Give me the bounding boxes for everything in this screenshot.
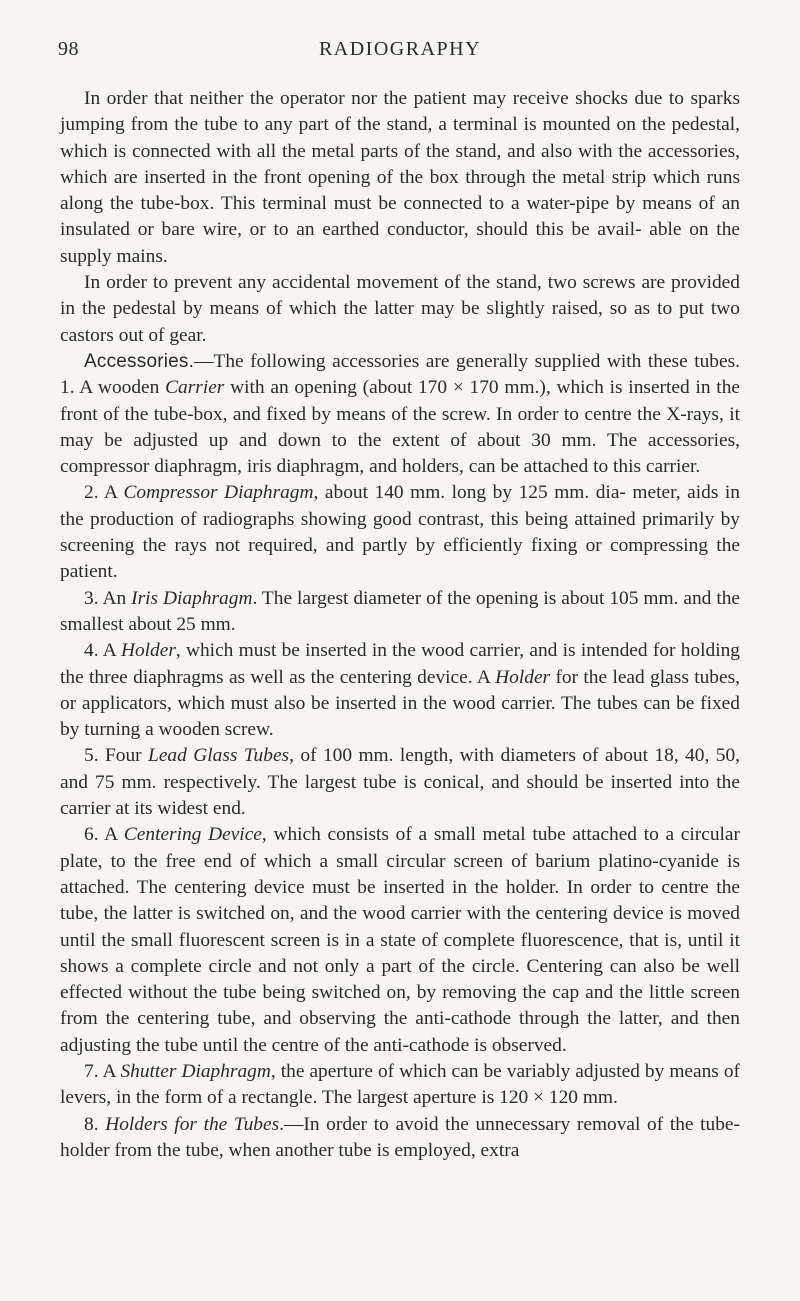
- paragraph-text: . The largest diameter of the opening is about 105 mm. and the smallest about 25 mm.: [60, 587, 741, 635]
- paragraph-centering: [60, 822, 740, 1059]
- paragraph-text: .—In order to avoid the unnecessary removal of the tube-holder from the tube, when another tube is employed, extra: [60, 1113, 740, 1161]
- item-lead: 8.: [84, 1113, 106, 1135]
- term: Lead Glass Tubes: [148, 745, 290, 767]
- paragraph-lead-glass: [60, 743, 740, 822]
- item-lead: 3. An: [84, 587, 132, 609]
- paragraph-text: for the lead glass tubes, or applicators, which must also be inserted in the wood carrier. The tubes can be fixed by turning a wooden screw.: [60, 666, 740, 741]
- item-lead: 2. A: [84, 482, 124, 504]
- paragraph-accessories: [60, 349, 740, 480]
- page-header: [58, 38, 742, 68]
- paragraph-stand-screws: In order to prevent any accidental movement of the stand, two screws are provided in the pedestal by means of which the latter may be slightly raised, so as to put two castors out of gear.: [60, 272, 740, 346]
- term: Compressor Diaphragm: [123, 482, 314, 504]
- paragraph-text: , the aperture of which can be variably adjusted by means of levers, in the form of a rectangle. The largest aperture is 120 × 120 mm.: [60, 1060, 741, 1109]
- paragraph-text: with an opening (about 170 × 170 mm.), which is inserted in the front of the tube-box, and fixed by means of the screw. In order to centre the X-rays, it may be adjusted up and down to the extent of about 30 mm. The accessories, compressor diaphragm, iris diaphragm, and holders, can be attached to this carrier.: [60, 377, 740, 478]
- item-lead: 6. A: [84, 824, 124, 846]
- section-heading: Accessories.: [84, 350, 195, 372]
- term: Holders for the Tubes: [105, 1113, 280, 1135]
- paragraph-shutter: [60, 1059, 740, 1112]
- paragraph-text: —The following accessories are generally supplied with these tubes. 1. A wooden: [60, 350, 740, 399]
- running-head: RADIOGRAPHY: [318, 38, 482, 60]
- term: Iris Diaphragm: [131, 587, 253, 609]
- body-text: [60, 86, 740, 1164]
- paragraph-text: , about 140 mm. long by 125 mm. dia- meter, aids in the production of radiographs showing good contrast, this being attained primarily by screening the rays not required, and partly by efficiently fixing or compressing the patient.: [60, 482, 740, 583]
- paragraph-holders-for-tubes: [60, 1112, 740, 1165]
- paragraph-grounding: In order that neither the operator nor the patient may receive shocks due to sparks jumping from the tube to any part of the stand, a terminal is mounted on the pedestal, which is connected with all the metal parts of the stand, and also with the accessories, which are inserted in the front opening of the box through the metal strip which runs along the tube-box. This terminal must be connected to a water-pipe by means of an insulated or bare wire, or to an earthed conductor, should this be avail- able on the supply mains.: [60, 88, 740, 267]
- paragraph-text: , which must be inserted in the wood carrier, and is intended for holding the three diaphragms as well as the centering device. A: [60, 640, 740, 688]
- term: Holder: [120, 640, 176, 662]
- page-number: 98: [58, 38, 79, 60]
- paragraph-holder: [60, 638, 740, 743]
- paragraph-text: , which consists of a small metal tube attached to a circular plate, to the free end of which a small circular screen of barium platino-cyanide is attached. The centering device must be inserted in the holder. In order to centre the tube, the latter is switched on, and the wood carrier with the centering device is moved until the small fluorescent screen is in a state of complete fluorescence, that is, until it shows a complete circle and not only a part of the circle. Centering can also be well effected without the tube being switched on, by removing the cap and the little screen from the centering tube, and observing the anti-cathode through the latter, and then adjusting the tube until the centre of the anti-cathode is observed.: [60, 824, 741, 1056]
- term: Holder: [495, 666, 551, 688]
- paragraph-compressor: [60, 480, 740, 585]
- term: Centering Device: [123, 824, 262, 846]
- paragraph-iris: [60, 586, 740, 639]
- term: Carrier: [165, 377, 225, 399]
- term: Shutter Diaphragm: [120, 1060, 271, 1082]
- item-lead: 7. A: [84, 1060, 121, 1082]
- item-lead: 4. A: [84, 640, 121, 662]
- paragraph-text: , of 100 mm. length, with diameters of about 18, 40, 50, and 75 mm. respectively. The largest tube is conical, and should be inserted into the carrier at its widest end.: [60, 745, 740, 820]
- item-lead: 5. Four: [84, 745, 149, 767]
